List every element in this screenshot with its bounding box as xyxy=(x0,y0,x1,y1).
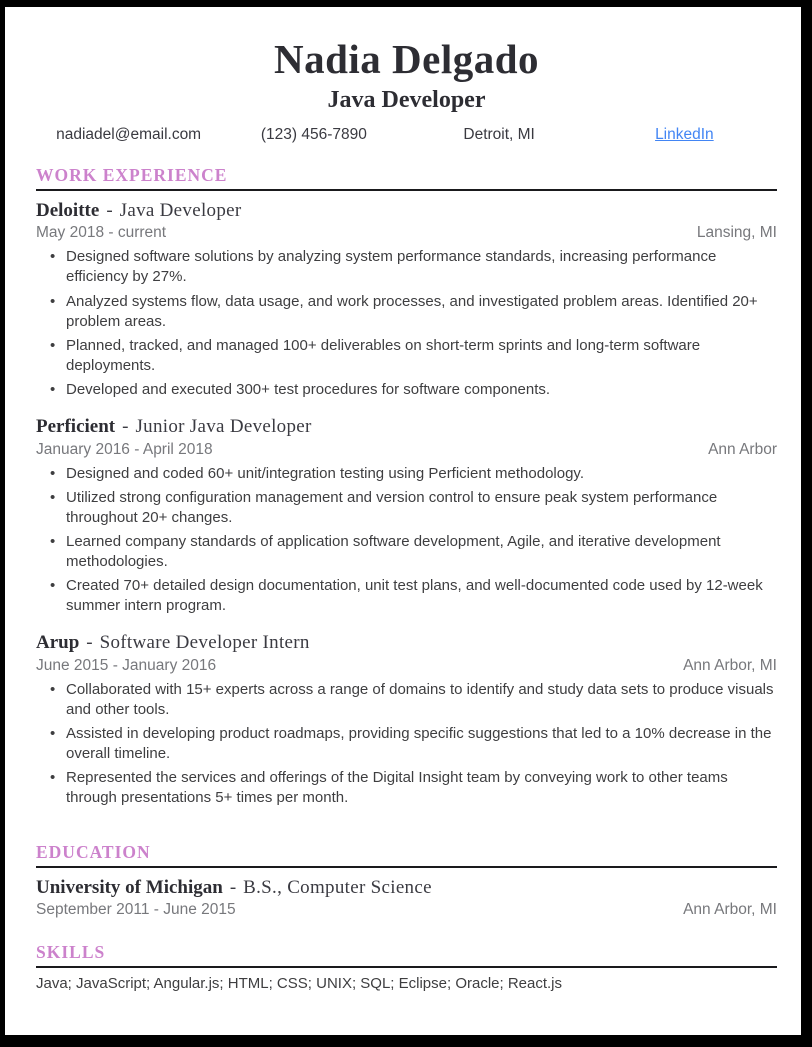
job-bullets xyxy=(36,680,777,809)
contact-phone: (123) 456-7890 xyxy=(260,125,367,143)
job-location: Lansing, MI xyxy=(696,224,777,242)
job-bullet: • Collaborated with 15+ experts across a range of domains to identify and study data sets to produce visuals and other tools. xyxy=(36,680,777,720)
job-bullet: • Analyzed systems flow, data usage, and work processes, and investigated problem areas. Identified 20+ problem areas. xyxy=(36,292,777,332)
job-company: Perficient xyxy=(36,416,116,437)
resume-header xyxy=(36,37,777,144)
job-bullet: • Designed and coded 60+ unit/integration testing using Perficient methodology. xyxy=(36,464,777,484)
job-bullet: • Represented the services and offerings of the Digital Insight team by conveying work to other teams through presentations 5+ times per month. xyxy=(36,768,777,808)
job-bullet: • Designed software solutions by analyzing system performance standards, increasing performance efficiency by 27%. xyxy=(36,247,777,287)
person-title: Java Developer xyxy=(327,86,486,113)
skills-heading: SKILLS xyxy=(36,942,777,968)
person-name: Nadia Delgado xyxy=(273,36,540,82)
job-bullet: • Learned company standards of application software development, Agile, and iterative development methodologies. xyxy=(36,532,777,572)
job-meta xyxy=(36,224,777,242)
job-bullets xyxy=(36,464,777,617)
job-separator: - xyxy=(106,199,113,221)
section-skills xyxy=(36,942,777,992)
education-school: University of Michigan xyxy=(36,876,223,898)
job-entry-perficient xyxy=(36,414,777,616)
job-role: Junior Java Developer xyxy=(135,416,312,437)
resume-page xyxy=(5,7,801,1035)
job-role: Java Developer xyxy=(119,199,242,221)
education-dates: September 2011 - June 2015 xyxy=(36,901,236,919)
job-dates: May 2018 - current xyxy=(36,224,167,242)
job-entry-arup xyxy=(36,630,777,808)
job-title-line xyxy=(36,630,777,656)
job-bullet: • Utilized strong configuration management and version control to ensure peak system performance throughout 20+ changes. xyxy=(36,488,777,528)
job-company: Arup xyxy=(36,632,80,654)
job-bullet: • Assisted in developing product roadmaps, providing specific suggestions that led to a 10% decrease in the overall timeline. xyxy=(36,724,777,764)
education-heading: EDUCATION xyxy=(36,842,777,868)
contact-email: nadiadel@email.com xyxy=(56,125,202,143)
section-education xyxy=(36,842,777,920)
job-title-line xyxy=(36,414,777,440)
skills-list: Java; JavaScript; Angular.js; HTML; CSS; UNIX; SQL; Eclipse; Oracle; React.js xyxy=(36,975,563,993)
job-location: Ann Arbor, MI xyxy=(683,656,777,674)
job-bullet: • Developed and executed 300+ test procedures for software components. xyxy=(36,380,777,400)
job-location: Ann Arbor xyxy=(708,440,777,458)
section-work-experience xyxy=(36,165,777,809)
education-degree: B.S., Computer Science xyxy=(243,876,432,898)
job-dates: June 2015 - January 2016 xyxy=(36,656,217,674)
job-separator: - xyxy=(122,416,129,437)
education-entry xyxy=(36,875,777,920)
job-title-line xyxy=(36,198,777,224)
education-title-line xyxy=(36,875,777,901)
job-meta xyxy=(36,441,777,459)
job-bullet: • Created 70+ detailed design documentation, unit test plans, and well-documented code used by 12-week summer intern program. xyxy=(36,576,777,616)
contact-row xyxy=(36,126,777,144)
job-dates: January 2016 - April 2018 xyxy=(36,440,213,458)
education-meta xyxy=(36,901,777,919)
education-location: Ann Arbor, MI xyxy=(683,901,777,919)
job-separator: - xyxy=(86,632,93,654)
job-role: Software Developer Intern xyxy=(99,632,310,654)
contact-location: Detroit, MI xyxy=(463,125,535,143)
job-bullet: • Planned, tracked, and managed 100+ deliverables on short-term sprints and long-term software deployments. xyxy=(36,336,777,376)
work-experience-heading: WORK EXPERIENCE xyxy=(36,165,777,191)
job-bullets xyxy=(36,247,777,400)
education-separator: - xyxy=(229,876,237,898)
job-company: Deloitte xyxy=(36,199,100,221)
job-meta xyxy=(36,657,777,675)
linkedin-link[interactable]: LinkedIn xyxy=(655,125,714,143)
job-entry-deloitte xyxy=(36,198,777,400)
